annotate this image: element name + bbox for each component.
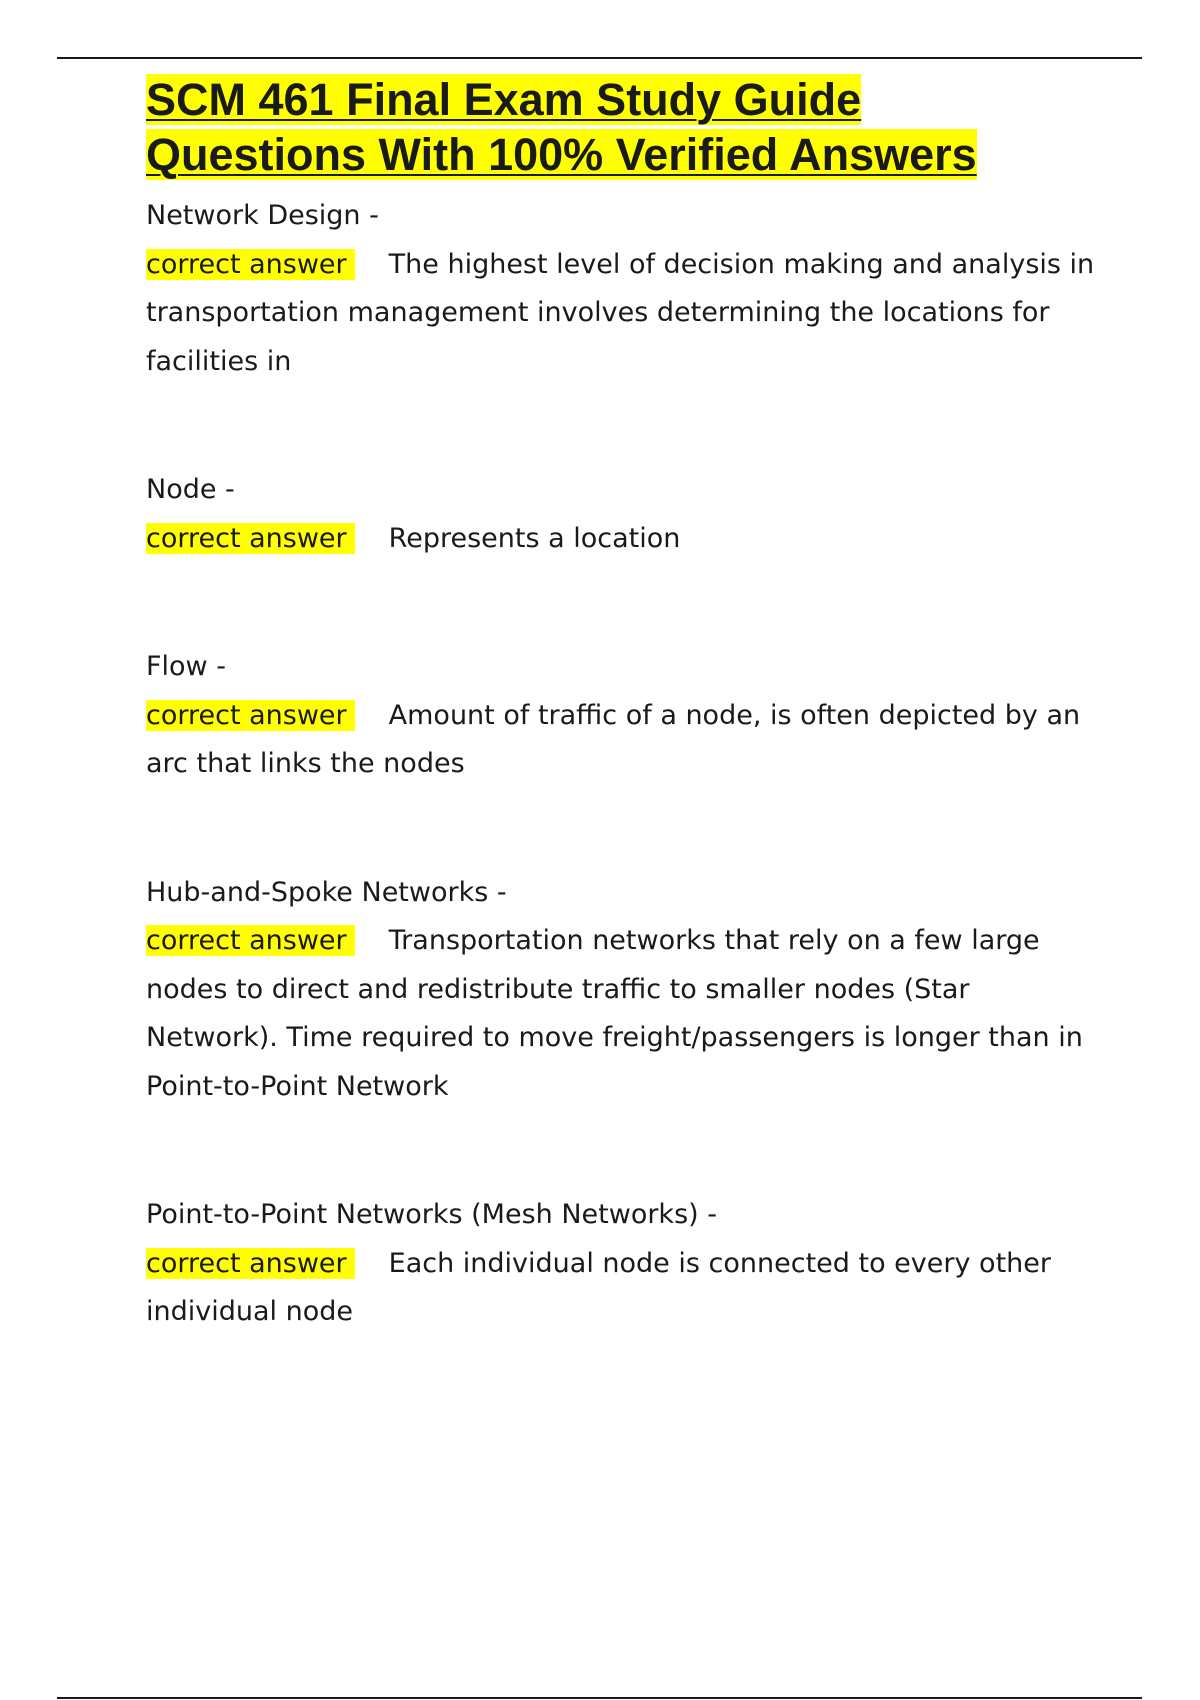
answer-line — [146, 692, 1106, 789]
answer-text: Transportation networks that rely on a few large nodes to direct and redistribute traffic to smaller nodes (Star Network). Time required to move freight/passengers is longer than in Point-to-Point Network — [146, 925, 1083, 1102]
question-term: Point-to-Point Networks (Mesh Networks) - — [146, 1199, 717, 1230]
answer-text: Each individual node is connected to every other individual node — [146, 1247, 1051, 1327]
correct-answer-label: correct answer — [146, 249, 355, 280]
answer-line — [146, 515, 1106, 564]
top-rule — [57, 57, 1142, 59]
answer-text: The highest level of decision making and analysis in transportation management involves determining the locations for facilities in — [146, 248, 1095, 377]
correct-answer-label: correct answer — [146, 523, 355, 554]
qa-entry-node — [146, 466, 1106, 563]
correct-answer-label: correct answer — [146, 1248, 355, 1279]
answer-line — [146, 241, 1106, 387]
qa-entry-point-to-point — [146, 1191, 1106, 1337]
correct-answer-label: correct answer — [146, 925, 355, 956]
qa-entry-hub-and-spoke — [146, 869, 1106, 1112]
question-term: Node - — [146, 474, 235, 505]
question-term: Flow - — [146, 651, 226, 682]
answer-text: Amount of traffic of a node, is often depicted by an arc that links the nodes — [146, 699, 1081, 779]
answer-line — [146, 1240, 1106, 1337]
answer-line — [146, 917, 1106, 1111]
title-line-2: Questions With 100% Verified Answers — [146, 129, 977, 180]
title-line-1: SCM 461 Final Exam Study Guide — [146, 74, 862, 125]
question-term: Network Design - — [146, 200, 379, 231]
qa-entry-flow — [146, 643, 1106, 789]
qa-entry-network-design — [146, 192, 1106, 386]
question-term: Hub-and-Spoke Networks - — [146, 876, 507, 908]
bottom-rule — [57, 1697, 1142, 1699]
document-body — [146, 72, 1106, 1337]
document-title — [146, 72, 1106, 182]
correct-answer-label: correct answer — [146, 700, 355, 731]
answer-text: Represents a location — [388, 522, 681, 554]
